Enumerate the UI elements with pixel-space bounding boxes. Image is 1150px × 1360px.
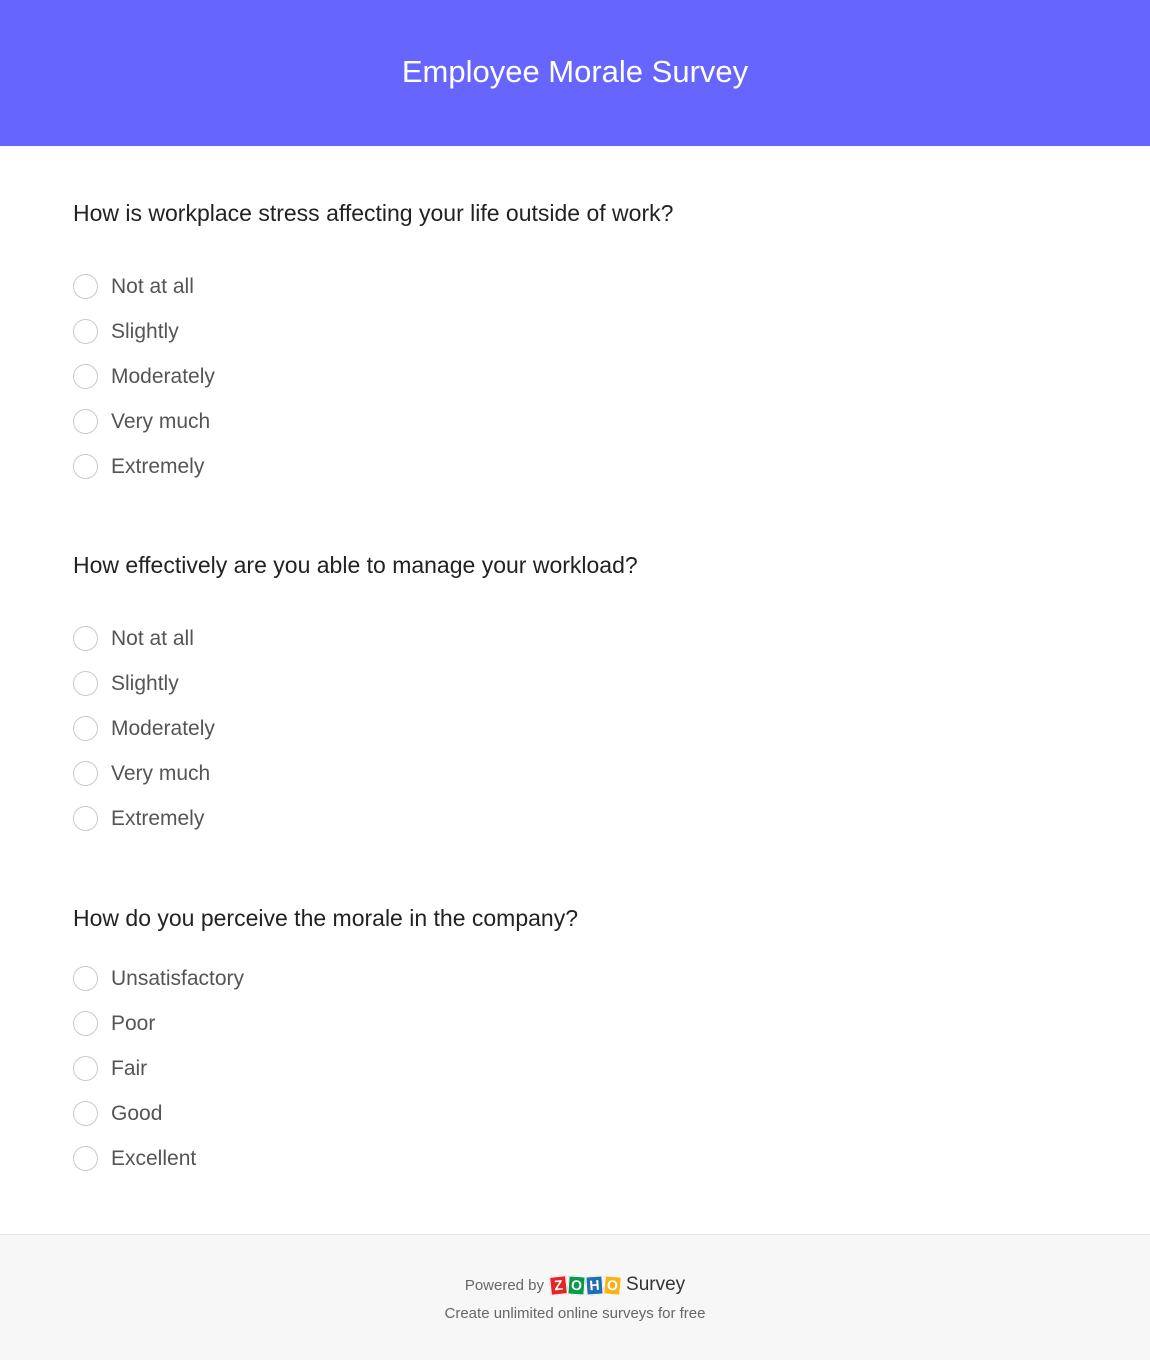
radio-label[interactable]: Good <box>111 1102 163 1125</box>
radio-label[interactable]: Fair <box>111 1057 148 1080</box>
radio-label[interactable]: Not at all <box>111 275 194 298</box>
survey-footer <box>0 1234 1150 1360</box>
question-3 <box>73 903 1073 1181</box>
logo-letter: H <box>585 1275 603 1295</box>
radio-button[interactable] <box>73 626 98 651</box>
radio-label[interactable]: Very much <box>111 762 211 785</box>
radio-button[interactable] <box>73 966 98 991</box>
radio-option[interactable] <box>73 956 1073 1001</box>
radio-option[interactable] <box>73 264 1073 309</box>
question-1 <box>73 198 1073 489</box>
footer-tagline-link[interactable]: Create unlimited online surveys for free <box>444 1305 706 1322</box>
radio-option[interactable] <box>73 706 1073 751</box>
radio-option[interactable] <box>73 661 1073 706</box>
radio-option[interactable] <box>73 1091 1073 1136</box>
zoho-logo[interactable] <box>550 1274 685 1296</box>
logo-letter: Z <box>549 1275 568 1296</box>
powered-by-row[interactable] <box>0 1274 1150 1296</box>
radio-label[interactable]: Extremely <box>111 807 205 830</box>
radio-group <box>73 956 1073 1181</box>
logo-product-name: Survey <box>626 1274 686 1295</box>
radio-option[interactable] <box>73 751 1073 796</box>
radio-button[interactable] <box>73 671 98 696</box>
survey-header <box>0 0 1150 146</box>
radio-button[interactable] <box>73 1146 98 1171</box>
radio-button[interactable] <box>73 274 98 299</box>
radio-button[interactable] <box>73 409 98 434</box>
question-text: How is workplace stress affecting your life outside of work? <box>73 200 674 226</box>
powered-by-text: Powered by <box>464 1276 545 1294</box>
radio-button[interactable] <box>73 1011 98 1036</box>
radio-option[interactable] <box>73 1001 1073 1046</box>
radio-button[interactable] <box>73 1101 98 1126</box>
radio-label[interactable]: Excellent <box>111 1147 197 1170</box>
radio-label[interactable]: Slightly <box>111 672 179 695</box>
survey-title: Employee Morale Survey <box>401 54 749 89</box>
radio-option[interactable] <box>73 399 1073 444</box>
radio-option[interactable] <box>73 444 1073 489</box>
radio-button[interactable] <box>73 1056 98 1081</box>
radio-label[interactable]: Unsatisfactory <box>111 967 245 990</box>
radio-option[interactable] <box>73 616 1073 661</box>
radio-group <box>73 616 1073 841</box>
radio-option[interactable] <box>73 1136 1073 1181</box>
radio-group <box>73 264 1073 489</box>
radio-option[interactable] <box>73 1046 1073 1091</box>
logo-letter: O <box>567 1275 585 1295</box>
question-text: How do you perceive the morale in the company? <box>73 905 579 931</box>
radio-option[interactable] <box>73 796 1073 841</box>
radio-button[interactable] <box>73 319 98 344</box>
radio-option[interactable] <box>73 309 1073 354</box>
question-text: How effectively are you able to manage your workload? <box>73 552 638 578</box>
logo-letter: O <box>603 1275 622 1295</box>
radio-label[interactable]: Extremely <box>111 455 205 478</box>
radio-button[interactable] <box>73 806 98 831</box>
radio-label[interactable]: Slightly <box>111 320 179 343</box>
radio-button[interactable] <box>73 364 98 389</box>
question-2 <box>73 550 1073 841</box>
radio-option[interactable] <box>73 354 1073 399</box>
radio-label[interactable]: Poor <box>111 1012 156 1035</box>
radio-button[interactable] <box>73 716 98 741</box>
radio-label[interactable]: Very much <box>111 410 211 433</box>
radio-button[interactable] <box>73 761 98 786</box>
radio-label[interactable]: Moderately <box>111 365 215 388</box>
radio-label[interactable]: Not at all <box>111 627 194 650</box>
radio-label[interactable]: Moderately <box>111 717 215 740</box>
radio-button[interactable] <box>73 454 98 479</box>
